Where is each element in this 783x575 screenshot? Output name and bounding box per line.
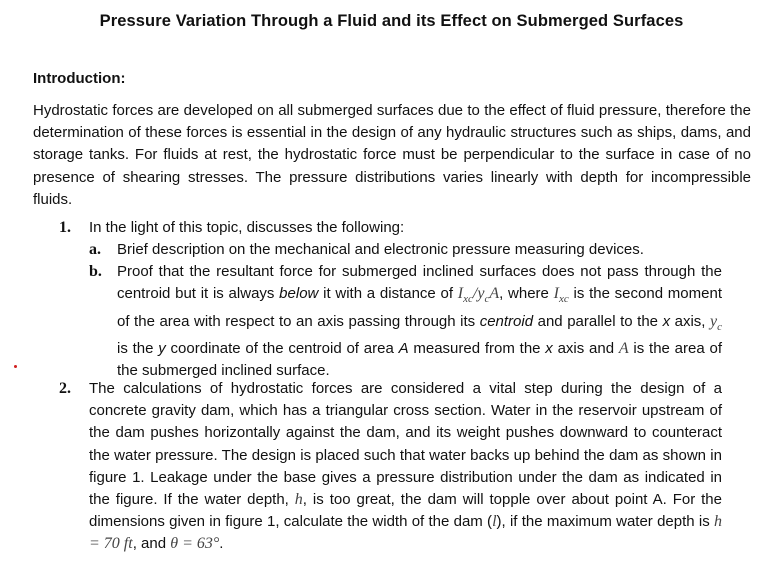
intro-heading: Introduction: <box>33 70 126 87</box>
h-value: h = 70 ft <box>89 513 722 553</box>
offset-expression: $I_{xc}/y_cA$ <box>457 285 500 306</box>
question-1a-text: Brief description on the mechanical and electronic pressure measuring devices. <box>117 241 644 258</box>
yc-symbol: $y_c$ <box>710 312 722 333</box>
intro-paragraph: Hydrostatic forces are developed on all submerged surfaces due to the effect of fluid pressure, therefore the determination of these forces is essential in the design of any hydraulic structures such as ships, dams, and storage tanks. For fluids at rest, the hydrostatic force must be perpendicular to the surface in case of no presence of shearing stresses. The pressure distributions varies linearly with depth for incompressible fluids. <box>33 102 751 208</box>
document-title: Pressure Variation Through a Fluid and its Effect on Submerged Surfaces <box>99 12 684 30</box>
question-2-text: The calculations of hydrostatic forces are considered a vital step during the design of a concrete gravity dam, which has a triangular cross section. Water in the reservoir upstream of the dam pushes horizontally against the dam, and its weight pushes downward to counteract the water pressure. The design is placed such that water backs up behind the dam as shown in figure 1. Leakage under the base gives a pressure distribution under the dam as indicated in the figure. If the water depth, h, is too great, the dam will topple over about point A. For the dimensions given in figure 1, calculate the width of the dam (l), if the maximum water depth is h = 70 ft, and θ = 63°. <box>89 380 722 553</box>
h-symbol: h <box>294 491 303 509</box>
question-1b-letter: b. <box>89 263 102 280</box>
question-1b-text: Proof that the resultant force for submerged inclined surfaces does not pass through the centroid but it is always below it with a distance of $I_{xc}/y_cA$, where $I_{xc}$ is the second moment of the area with respect to an axis passing through its centroid and parallel to the x axis, $y_c$ is the y coordinate of the centroid of area A measured from the x axis and A is the area of the submerged inclined surface. <box>117 263 722 380</box>
question-1-text: In the light of this topic, discusses the following: <box>89 219 405 236</box>
l-symbol: l <box>492 513 497 531</box>
ixc-symbol: $I_{xc}$ <box>553 285 569 306</box>
question-1a-letter: a. <box>89 241 101 258</box>
margin-mark <box>14 365 17 368</box>
question-2-number: 2. <box>59 380 71 397</box>
theta-value: θ = 63° <box>170 535 220 553</box>
emphasis-below: below <box>279 285 319 303</box>
question-1-number: 1. <box>59 219 71 236</box>
